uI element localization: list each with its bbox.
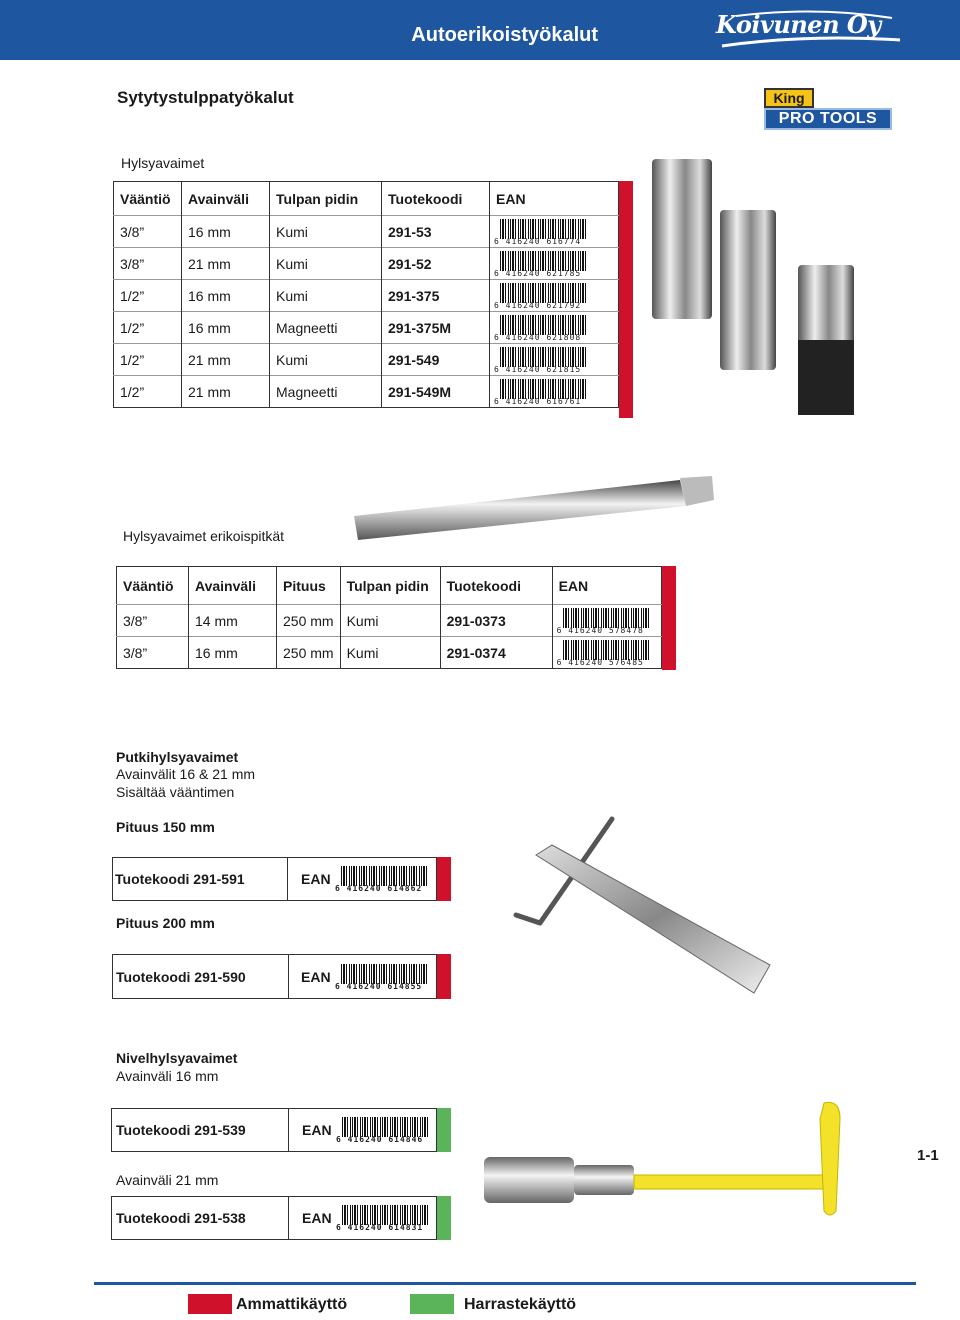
table-row [114,280,619,312]
table-cell: 291-375 [382,280,490,312]
table-cell: 3/8” [114,216,182,248]
tube-socket-wrench-image [500,815,785,1000]
logo-text: Koivunen Oy [716,10,881,39]
ean-label: EAN [301,968,331,985]
page-title: Sytytystulppatyökalut [117,88,294,107]
table-cell: 16 mm [189,637,277,669]
table-cell: 1/2” [114,312,182,344]
section-label-erikoispitkat: Hylsyavaimet erikoispitkät [123,528,285,544]
table-cell: Magneetti [270,376,382,408]
table-cell: 3/8” [117,637,189,669]
table-cell: 14 mm [189,605,277,637]
legend-pro-label: Ammattikäyttö [236,1296,348,1313]
product-box-291-539 [111,1108,437,1152]
table-row [117,637,662,669]
ean-number: 6 416240 614831 [336,1223,424,1232]
column-header: Avainväli [189,567,277,605]
table-cell: 291-0373 [440,605,552,637]
column-header: EAN [558,577,589,594]
ean-cell [490,376,619,408]
barcode [494,313,586,343]
ean-number: 6 416240 616761 [494,396,582,406]
table-row [114,312,619,344]
ean-number: 6 416240 621792 [494,300,582,310]
product-code: Tuotekoodi 291-590 [116,968,246,985]
barcode [336,1203,428,1233]
socket-wrench-table [113,181,619,408]
length-150-label: Pituus 150 mm [116,819,215,835]
product-code: Tuotekoodi 291-538 [116,1210,246,1226]
table-cell: Magneetti [270,312,382,344]
footer-rule [94,1282,916,1285]
product-box-291-591 [112,857,437,901]
section-label-nivelhylsyavaimet: Nivelhylsyavaimet [116,1050,238,1066]
product-box-291-590 [112,954,437,999]
column-header: Vääntiö [117,567,189,605]
product-code: Tuotekoodi 291-591 [115,871,245,887]
table-cell: 21 mm [182,376,270,408]
ean-cell [490,280,619,312]
table-cell: Kumi [270,216,382,248]
length-200-label: Pituus 200 mm [116,915,215,931]
table-cell: Kumi [270,248,382,280]
brand-logo [764,88,892,130]
pro-use-strip [662,566,676,670]
table-row [114,248,619,280]
ean-number: 6 416240 621785 [494,268,582,278]
table-cell: Kumi [270,280,382,312]
long-socket-wrench-image [350,470,720,545]
legend-pro-swatch [188,1294,232,1314]
table-row [114,344,619,376]
company-logo [716,8,906,52]
ean-label: EAN [301,871,331,887]
column-header: EAN [496,190,526,207]
table-cell: 250 mm [277,637,341,669]
product-code: Tuotekoodi 291-539 [116,1122,246,1138]
page-number: 1-1 [917,1147,939,1164]
barcode [336,1115,428,1145]
table-cell: 250 mm [277,605,341,637]
table-row [117,605,662,637]
table-cell: 291-53 [382,216,490,248]
ean-number: 6 416240 614855 [335,981,423,991]
barcode [494,249,586,279]
spark-plug-sockets-image [648,155,878,420]
pro-use-strip [619,181,633,418]
table-cell: 1/2” [114,280,182,312]
table-cell: 291-549M [382,376,490,408]
table-cell: Kumi [340,637,440,669]
pro-use-strip [437,857,451,901]
brand-king-text: King [764,88,814,108]
ean-number: 6 416240 616774 [494,236,582,246]
ean-cell [490,216,619,248]
column-header: Tuotekoodi [382,182,490,216]
table-cell: Kumi [340,605,440,637]
legend-hobby-label: Harrastekäyttö [464,1296,577,1313]
wrench-sizes-text: Avainvälit 16 & 21 mm [116,766,256,782]
table-cell: 3/8” [114,248,182,280]
wrench-size-16-text: Avainväli 16 mm [116,1068,219,1084]
pro-use-strip [437,954,451,999]
ean-cell [490,344,619,376]
table-cell: 291-0374 [440,637,552,669]
column-header: Pituus [277,567,341,605]
column-header: Vääntiö [114,182,182,216]
section-label-putkihylsyavaimet: Putkihylsyavaimet [116,749,239,765]
table-cell: 1/2” [114,344,182,376]
includes-handle-text: Sisältää vääntimen [116,784,235,800]
table-cell: 291-375M [382,312,490,344]
ean-cell [490,312,619,344]
hobby-use-strip [437,1196,451,1240]
hobby-use-strip [437,1108,451,1152]
column-header: Tulpan pidin [270,182,382,216]
long-socket-table [116,566,662,669]
table-cell: 16 mm [182,280,270,312]
ean-number: 6 416240 614846 [336,1135,424,1144]
header-title: Autoerikoistyökalut [411,24,598,46]
legend-hobby-swatch [410,1294,454,1314]
product-box-291-538 [111,1196,437,1240]
table-cell: 16 mm [182,216,270,248]
ean-label: EAN [302,1210,332,1226]
brand-pro-tools-text: PRO TOOLS [764,108,892,130]
column-header: Avainväli [182,182,270,216]
barcode [335,962,427,992]
section-label-hylsyavaimet: Hylsyavaimet [121,155,205,171]
barcode [494,281,586,311]
ean-cell [552,605,661,637]
barcode [494,217,586,247]
t-handle-swivel-wrench-image [480,1095,875,1220]
table-row [114,376,619,408]
page-header [0,0,960,60]
table-cell: 16 mm [182,312,270,344]
barcode [557,606,649,636]
ean-number: 6 416240 614862 [335,884,423,893]
table-cell: 291-549 [382,344,490,376]
ean-number: 6 416240 578478 [556,625,644,635]
column-header: Tuotekoodi [440,567,552,605]
ean-cell [490,248,619,280]
ean-number: 6 416240 621808 [494,332,582,342]
table-cell: 291-52 [382,248,490,280]
column-header: Tulpan pidin [340,567,440,605]
ean-number: 6 416240 621815 [494,364,582,374]
wrench-size-21-text: Avainväli 21 mm [116,1172,219,1188]
barcode [494,377,586,407]
barcode [494,345,586,375]
barcode [557,638,649,668]
table-cell: 21 mm [182,344,270,376]
ean-number: 6 416240 576485 [556,657,644,667]
ean-label: EAN [302,1122,332,1138]
ean-cell [552,637,661,669]
table-cell: 21 mm [182,248,270,280]
barcode [335,864,427,894]
table-cell: 3/8” [117,605,189,637]
table-row [114,216,619,248]
table-cell: Kumi [270,344,382,376]
table-cell: 1/2” [114,376,182,408]
